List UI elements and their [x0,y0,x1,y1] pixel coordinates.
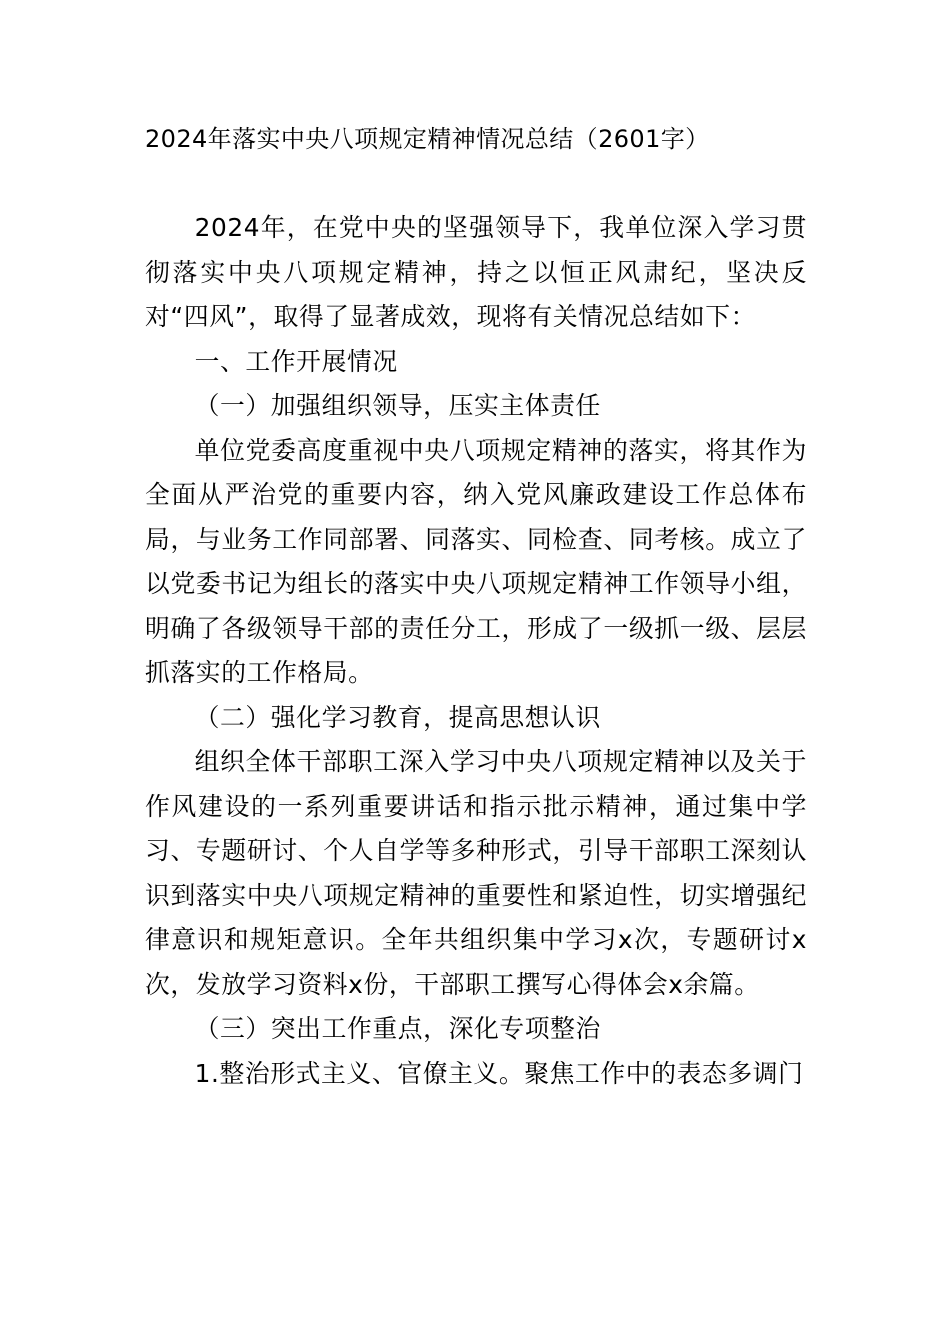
section-heading-1: 一、工作开展情况 [194,346,398,376]
document-body [145,206,807,1096]
subsection-heading-3: （三）突出工作重点，深化专项整治 [194,1014,601,1043]
intro-paragraph: 2024年，在党中央的坚强领导下，我单位深入学习贯彻落实中央八项规定精神，持之以恒正风肃纪，坚决反对“四风”，取得了显著成效，现将有关情况总结如下： [145,213,807,331]
body-paragraph-2: 组织全体干部职工深入学习中央八项规定精神以及关于作风建设的一系列重要讲话和指示批示精神，通过集中学习、专题研讨、个人自学等多种形式，引导干部职工深刻认识到落实中央八项规定精神的重要性和紧迫性，切实增强纪律意识和规矩意识。全年共组织集中学习x次，专题研讨x次，发放学习资料x份，干部职工撰写心得体会x余篇。 [145,747,807,999]
body-paragraph-1: 单位党委高度重视中央八项规定精神的落实，将其作为全面从严治党的重要内容，纳入党风廉政建设工作总体布局，与业务工作同部署、同落实、同检查、同考核。成立了以党委书记为组长的落实中央八项规定精神工作领导小组，明确了各级领导干部的责任分工，形成了一级抓一级、层层抓落实的工作格局。 [145,435,807,687]
document-title: 2024年落实中央八项规定精神情况总结（2601字） [145,125,710,153]
body-paragraph-3: 1.整治形式主义、官僚主义。聚焦工作中的表态多调门 [194,1058,804,1088]
subsection-heading-1: （一）加强组织领导，压实主体责任 [194,391,601,420]
subsection-heading-2: （二）强化学习教育，提高思想认识 [194,702,601,732]
